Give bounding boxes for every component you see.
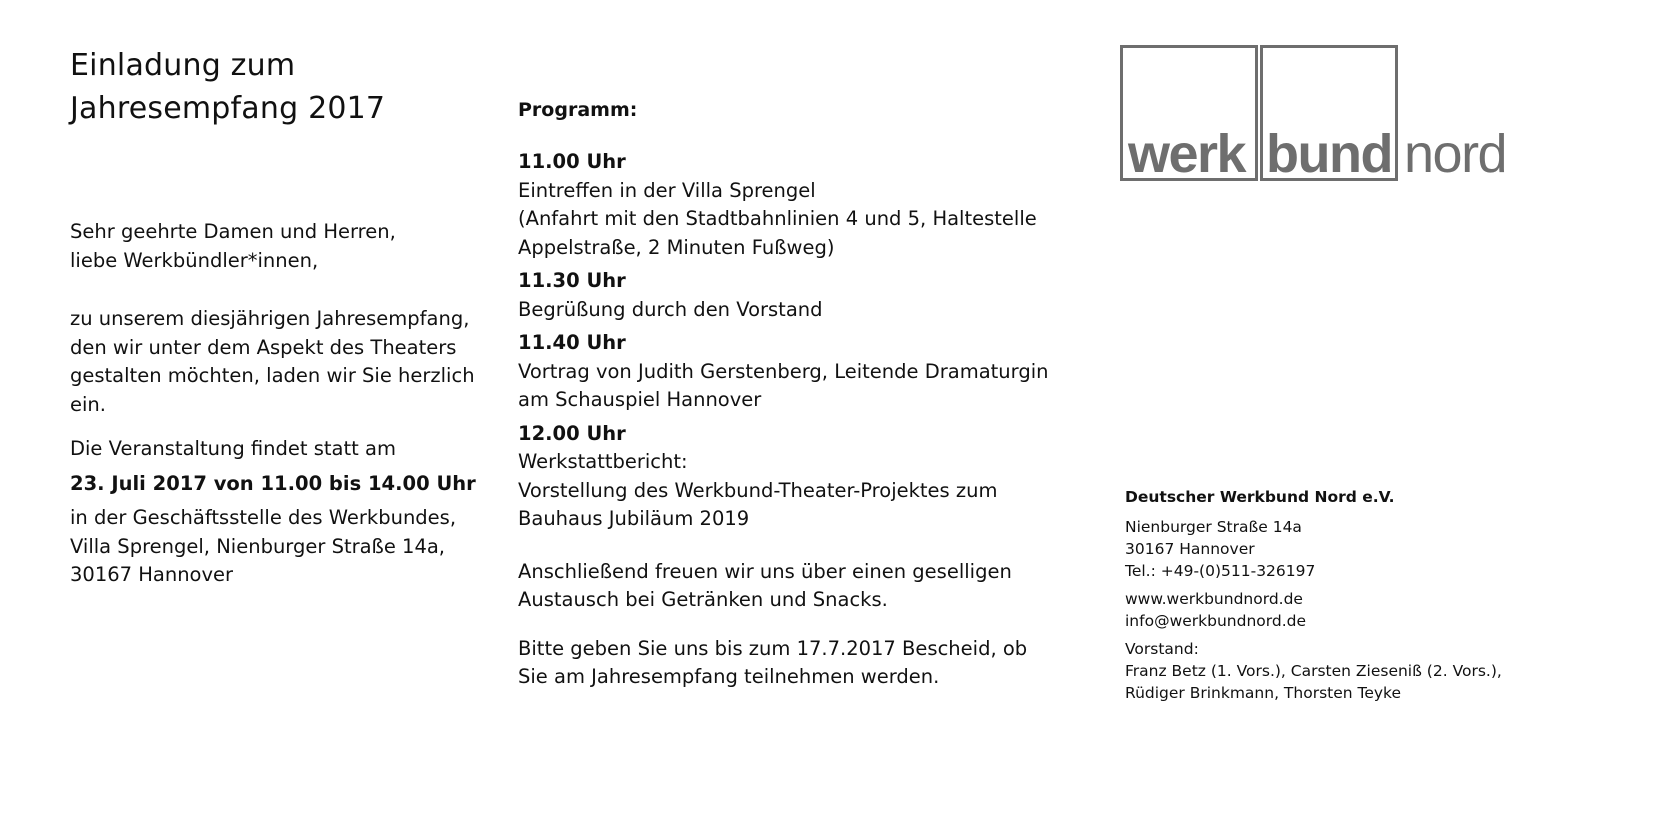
program-item [518, 148, 1078, 262]
logo-word-bund: bund [1266, 124, 1392, 184]
address-street: Nienburger Straße 14a [1125, 518, 1302, 536]
address-block [1125, 516, 1545, 582]
page-title [70, 44, 490, 130]
program-line: Vorstellung des Werkbund-Theater-Projektes zum [518, 478, 998, 502]
program-line: Werkstattbericht: [518, 450, 688, 473]
phone-number: Tel.: +49-(0)511-326197 [1125, 562, 1316, 580]
salutation-line-2: liebe Werkbündler*innen, [70, 248, 319, 272]
program-line: Bauhaus Jubiläum 2019 [518, 507, 750, 530]
venue-line-2: Villa Sprengel, Nienburger Straße 14a, [70, 534, 445, 558]
logo-word-werk: werk [1128, 124, 1246, 184]
program-line: am Schauspiel Hannover [518, 388, 762, 411]
board-label: Vorstand: [1125, 640, 1199, 658]
program-line: (Anfahrt mit den Stadtbahnlinien 4 und 5, Haltestelle [518, 207, 1037, 230]
organization-name: Deutscher Werkbund Nord e.V. [1125, 488, 1395, 506]
website-link[interactable]: www.werkbundnord.de [1125, 590, 1303, 608]
board-block [1125, 638, 1545, 704]
closing-line: Anschließend freuen wir uns über einen geselligen [518, 559, 1012, 583]
program-time: 11.40 Uhr [518, 331, 626, 354]
invite-line-3: gestalten möchten, laden wir Sie herzlich [70, 364, 475, 387]
venue-line-1: in der Geschäftsstelle des Werkbundes, [70, 506, 457, 529]
invitation-paragraph [70, 305, 490, 419]
program-item [518, 420, 1078, 534]
program-item [518, 329, 1078, 415]
closing-paragraph-2 [518, 635, 1078, 692]
title-line-2: Jahresempfang 2017 [70, 91, 386, 126]
event-date: 23. Juli 2017 von 11.00 bis 14.00 Uhr [70, 471, 476, 495]
program-column [518, 96, 1078, 692]
closing-line: Austausch bei Getränken und Snacks. [518, 588, 888, 611]
invite-line-2: den wir unter dem Aspekt des Theaters [70, 335, 457, 359]
logo-word-nord: nord [1404, 124, 1507, 184]
program-line: Appelstraße, 2 Minuten Fußweg) [518, 235, 835, 259]
closing-line: Sie am Jahresempfang teilnehmen werden. [518, 665, 940, 688]
salutation [70, 218, 490, 275]
program-line: Eintreffen in der Villa Sprengel [518, 178, 816, 202]
closing-line: Bitte geben Sie uns bis zum 17.7.2017 Bescheid, ob [518, 636, 1028, 660]
program-line: Vortrag von Judith Gerstenberg, Leitende Dramaturgin [518, 359, 1049, 383]
program-time: 11.30 Uhr [518, 269, 626, 292]
closing-paragraph-1 [518, 558, 1078, 615]
program-heading: Programm: [518, 99, 638, 121]
board-line-2: Rüdiger Brinkmann, Thorsten Teyke [1125, 684, 1402, 702]
online-contact-block [1125, 588, 1545, 632]
program-line: Begrüßung durch den Vorstand [518, 297, 823, 321]
invite-line-4: ein. [70, 392, 106, 416]
program-item [518, 267, 1078, 324]
program-time: 12.00 Uhr [518, 421, 626, 445]
venue-line-3: 30167 Hannover [70, 563, 234, 586]
salutation-line-1: Sehr geehrte Damen und Herren, [70, 220, 396, 243]
title-line-1: Einladung zum [70, 48, 296, 83]
contact-column [1125, 486, 1545, 704]
invite-line-1: zu unserem diesjährigen Jahresempfang, [70, 307, 470, 330]
invitation-column [70, 44, 490, 590]
event-details [70, 435, 490, 590]
board-line-1: Franz Betz (1. Vors.), Carsten Zieseniß (2. Vors.), [1125, 662, 1502, 680]
address-city: 30167 Hannover [1125, 540, 1255, 558]
email-link[interactable]: info@werkbundnord.de [1125, 612, 1307, 630]
program-time: 11.00 Uhr [518, 150, 626, 173]
event-intro: Die Veranstaltung findet statt am [70, 437, 396, 460]
